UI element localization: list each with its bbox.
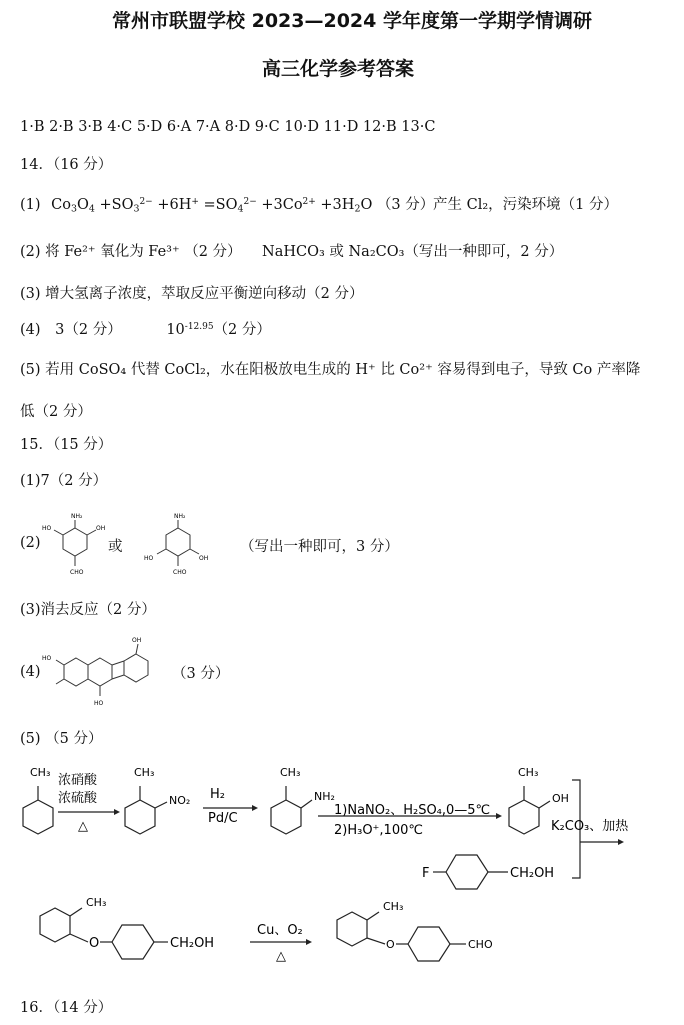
- arrow-5-head: [306, 939, 312, 945]
- q15-part3: (3)消去反应（2 分）: [20, 602, 156, 618]
- q14-part4-b: $10^{-12.95}(2$ 分）: [166, 322, 271, 338]
- cho-label: CHO: [173, 569, 187, 576]
- ho-left-label: HO: [144, 555, 154, 562]
- q15-part5: (5) （5 分）: [20, 731, 103, 747]
- toluidine-nh2: NH₂: [314, 790, 335, 803]
- q15-structure-b: [138, 508, 223, 583]
- fluoro-f: F: [422, 866, 430, 881]
- q14-part3: (3) 增大氢离子浓度，萃取反应平衡逆向移动（2 分）: [20, 286, 364, 302]
- q15-part2-note: （写出一种即可，3 分）: [240, 539, 399, 555]
- nitrotoluene-ch3: CH₃: [134, 766, 155, 779]
- q15-part2-label: (2): [20, 535, 41, 551]
- cresol-ch3: CH₃: [518, 766, 539, 779]
- toluene-ch3: CH₃: [30, 766, 51, 779]
- mcq-answers: 1·B 2·B 3·B 4·C 5·D 6·A 7·A 8·D 9·C 10·D 11·D 12·B 13·C: [20, 119, 436, 135]
- ether-structure: [40, 908, 168, 959]
- q14-part2: [20, 240, 242, 261]
- ho-left-label: HO: [42, 525, 52, 532]
- toluidine-structure: [271, 786, 312, 834]
- reagent-3-line2: 2)H₃O⁺,100℃: [334, 823, 423, 838]
- q14-part2-text: 将 Fe²⁺ 氧化为 Fe³⁺ （2 分）: [45, 244, 242, 260]
- aldehyde-cho: CHO: [468, 938, 493, 951]
- q15-structure-a: [30, 508, 115, 583]
- nh2-label: NH₂: [71, 513, 83, 520]
- aldehyde-structure: [337, 912, 466, 961]
- aldehyde-o: O: [386, 938, 395, 951]
- ether-o: O: [89, 936, 100, 951]
- cresol-structure: [509, 786, 550, 834]
- ether-ch2oh: CH₂OH: [170, 936, 215, 951]
- page-title: 常州市联盟学校 2023—2024 学年度第一学期学情调研: [112, 10, 592, 32]
- q14-part2-extra: NaHCO₃ 或 Na₂CO₃（写出一种即可，2 分）: [262, 244, 564, 260]
- q14-part1-equation: $Co_3O_4 +SO_3^{2-} +6H^+ =SO_4^{2-} +3Co^{2+} +3H_2O$: [51, 197, 373, 215]
- toluene-structure: [23, 786, 53, 834]
- q14-part1-extra: 产生 Cl₂，污染环境（1 分）: [433, 197, 618, 213]
- oh-right-label: OH: [199, 555, 209, 562]
- q14-part4-a: 3（2 分）: [55, 322, 122, 338]
- reagent-5-top: Cu、O₂: [257, 923, 303, 938]
- nitrotoluene-no2: NO₂: [169, 794, 191, 807]
- arrow-4-head: [618, 839, 624, 845]
- reagent-2-top: H₂: [210, 787, 225, 802]
- reagent-2-bottom: Pd/C: [208, 811, 238, 826]
- reagent-1-heat: △: [78, 819, 88, 834]
- q14-part4: [20, 318, 271, 339]
- q16-header: 16．（14 分）: [20, 1000, 113, 1016]
- fluorobenzyl-structure: [433, 855, 508, 889]
- arrow-3-head: [496, 813, 502, 819]
- q14-part5-line2: 低（2 分）: [20, 404, 92, 420]
- q15-part4-note: （3 分）: [172, 666, 230, 682]
- nitrotoluene-structure: [125, 786, 167, 834]
- arrow-1-head: [114, 809, 120, 815]
- q14-part5-line1: (5) 若用 CoSO₄ 代替 CoCl₂，水在阳极放电生成的 H⁺ 比 Co²⁺ 容易得到电子，导致 Co 产率降: [20, 362, 641, 378]
- reagent-4: K₂CO₃、加热: [551, 819, 629, 834]
- q14-part4-label: (4): [20, 322, 41, 338]
- q14-part1-label: (1): [20, 197, 41, 213]
- q15-part2-or: 或: [108, 539, 123, 555]
- reagent-5-heat: △: [276, 949, 286, 964]
- q14-part2-label: (2): [20, 244, 41, 260]
- q14-part1: [20, 193, 434, 214]
- cho-label: CHO: [70, 569, 84, 576]
- cresol-oh: OH: [552, 792, 569, 805]
- toluidine-ch3: CH₃: [280, 766, 301, 779]
- ho-top-label: HO: [42, 655, 52, 662]
- ho-bottom-label: HO: [94, 700, 104, 707]
- oh-right-label: OH: [96, 525, 106, 532]
- q15-structure-4: [40, 630, 170, 712]
- page-subtitle: 高三化学参考答案: [262, 58, 415, 80]
- q15-header: 15．（15 分）: [20, 437, 113, 453]
- fluorobenzyl-ch2oh: CH₂OH: [510, 866, 555, 881]
- reagent-1-bottom: 浓硫酸: [58, 791, 98, 806]
- reagent-1-top: 浓硝酸: [58, 773, 98, 788]
- ether-ch3: CH₃: [86, 896, 107, 909]
- synthesis-route: [0, 752, 684, 990]
- q15-part4-label: (4): [20, 664, 41, 680]
- q14-part1-note: （3 分）: [376, 197, 435, 213]
- reagent-3-line1: 1)NaNO₂、H₂SO₄,0—5℃: [334, 803, 491, 818]
- arrow-2-head: [252, 805, 258, 811]
- q14-header: 14．（16 分）: [20, 157, 113, 173]
- aldehyde-ch3: CH₃: [383, 900, 404, 913]
- nh2-label: NH₂: [174, 513, 186, 520]
- q15-part1: (1)7（2 分）: [20, 473, 108, 489]
- oh-top-label: OH: [132, 637, 142, 644]
